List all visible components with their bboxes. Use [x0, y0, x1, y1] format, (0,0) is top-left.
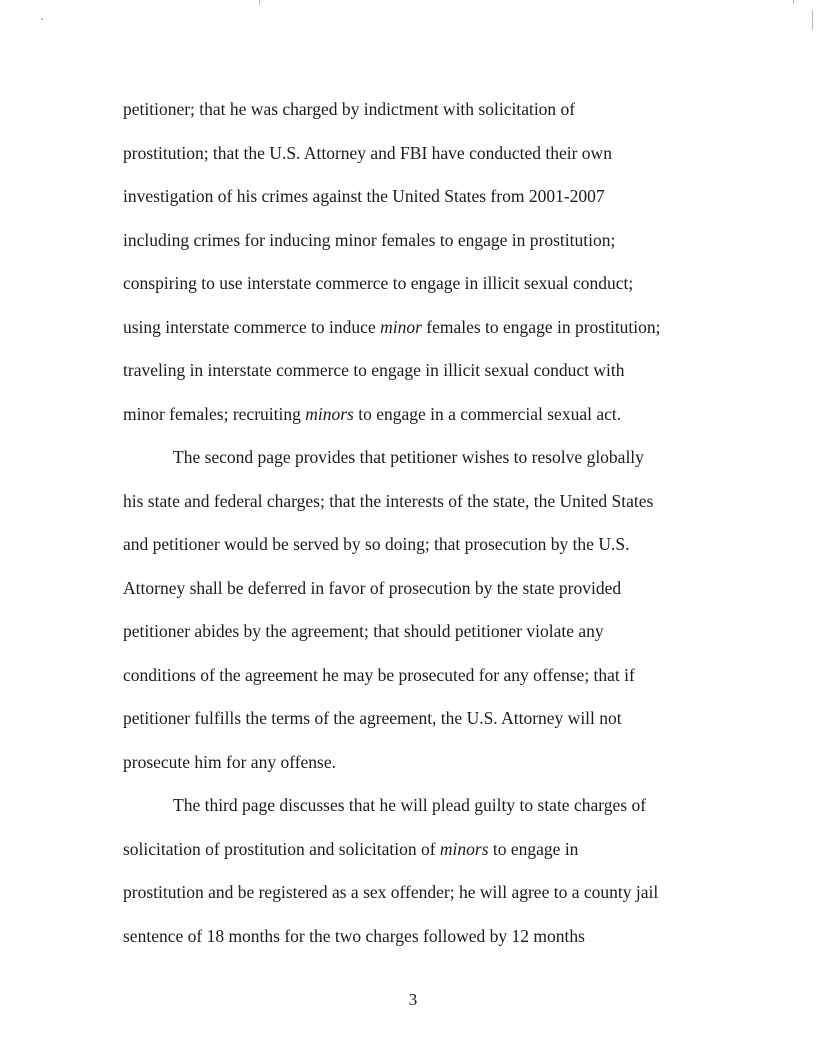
text-line — [123, 708, 622, 728]
text-segment: minor females; recruiting — [123, 404, 306, 424]
italic-text: minors — [439, 839, 489, 859]
text-line — [173, 795, 646, 815]
text-segment: including crimes for inducing minor females to engage in prostitution; — [123, 230, 616, 250]
text-line — [123, 621, 604, 641]
text-line — [123, 491, 653, 511]
text-line — [123, 839, 578, 859]
text-segment: solicitation of prostitution and solicitation of — [123, 839, 440, 859]
page-number: 3 — [408, 990, 418, 1009]
text-segment: to engage in a commercial sexual act. — [353, 404, 622, 424]
text-segment: prosecute him for any offense. — [123, 752, 337, 772]
text-line — [123, 186, 605, 206]
italic-text: minors — [305, 404, 354, 424]
text-segment: traveling in interstate commerce to engage in illicit sexual conduct with — [123, 360, 625, 380]
scan-artifact — [812, 10, 813, 30]
text-segment: sentence of 18 months for the two charges followed by 12 months — [123, 926, 585, 946]
text-line — [123, 317, 661, 337]
text-line — [123, 926, 585, 946]
text-line — [123, 665, 635, 685]
text-segment: petitioner fulfills the terms of the agreement, the U.S. Attorney will not — [123, 708, 622, 728]
text-segment: prostitution and be registered as a sex offender; he will agree to a county jail — [123, 882, 659, 902]
text-segment: The second page provides that petitioner wishes to resolve globally — [173, 447, 644, 467]
text-segment: conditions of the agreement he may be prosecuted for any offense; that if — [123, 665, 635, 685]
text-segment: conspiring to use interstate commerce to engage in illicit sexual conduct; — [123, 273, 634, 293]
italic-text: minor — [380, 317, 422, 337]
text-segment: his state and federal charges; that the interests of the state, the United States — [123, 491, 654, 511]
text-line — [123, 143, 612, 163]
text-line — [123, 230, 615, 250]
text-segment: prostitution; that the U.S. Attorney and FBI have conducted their own — [123, 143, 612, 163]
text-line — [123, 404, 621, 424]
text-line — [173, 447, 644, 467]
scan-artifact — [793, 0, 794, 4]
text-segment: petitioner abides by the agreement; that should petitioner violate any — [123, 621, 604, 641]
text-segment: and petitioner would be served by so doing; that prosecution by the U.S. — [123, 534, 630, 554]
text-segment: Attorney shall be deferred in favor of prosecution by the state provided — [123, 578, 622, 598]
scan-artifact — [41, 18, 43, 20]
text-segment: using interstate commerce to induce — [123, 317, 381, 337]
text-line — [123, 882, 658, 902]
text-segment: petitioner; that he was charged by indictment with solicitation of — [123, 99, 576, 119]
text-line — [123, 534, 629, 554]
text-segment: to engage in — [488, 839, 579, 859]
text-segment: investigation of his crimes against the United States from 2001-2007 — [123, 186, 605, 206]
text-segment: The third page discusses that he will plead guilty to state charges of — [173, 795, 647, 815]
text-line — [123, 360, 625, 380]
text-line — [123, 752, 336, 772]
text-line — [123, 273, 633, 293]
text-line — [123, 578, 621, 598]
text-segment: females to engage in prostitution; — [421, 317, 661, 337]
scan-artifact — [259, 0, 260, 5]
text-line — [123, 99, 575, 119]
